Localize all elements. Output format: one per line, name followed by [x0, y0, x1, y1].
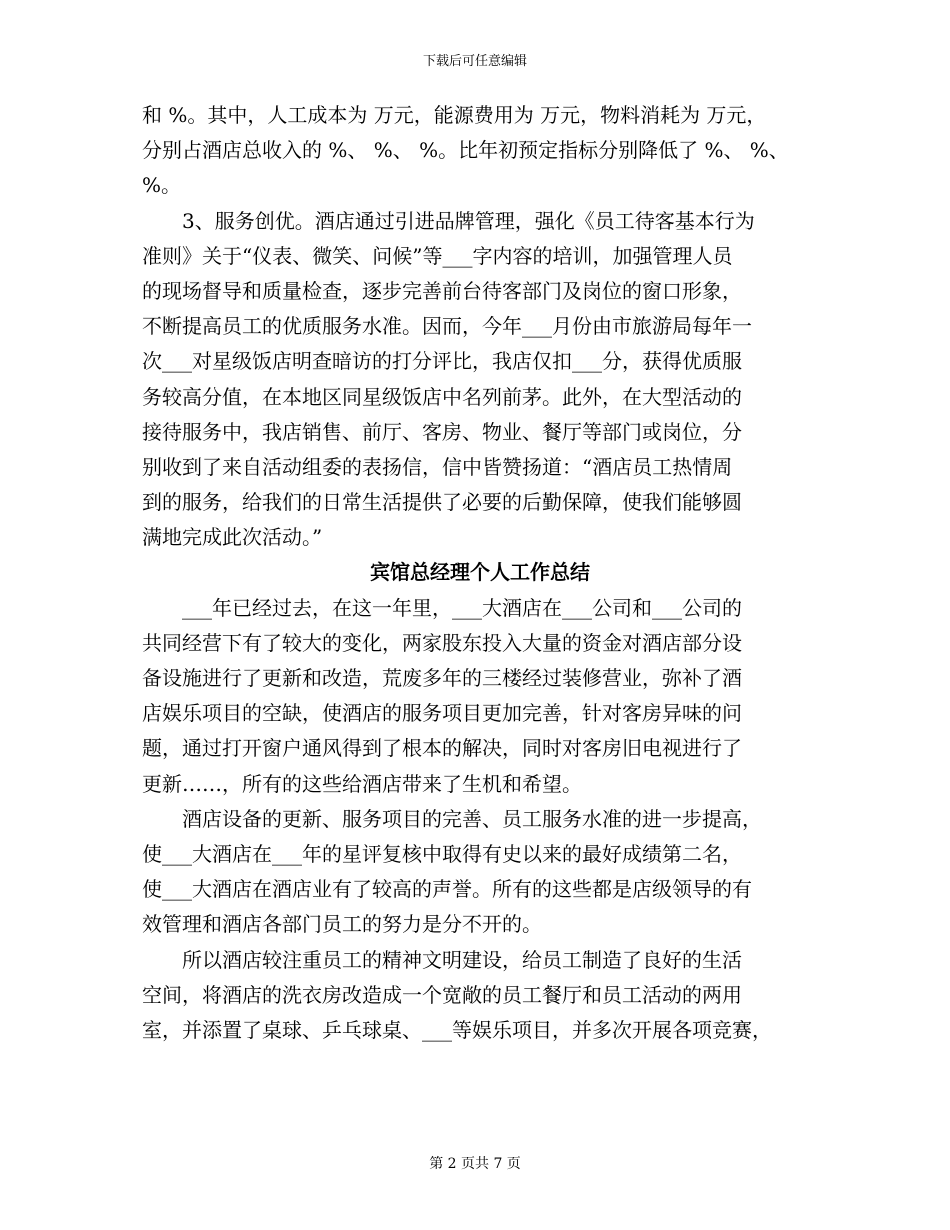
text-line: 空间，将酒店的洗衣房改造成一个宽敞的员工餐厅和员工活动的两用	[142, 982, 742, 1007]
text-line: 所以酒店较注重员工的精神文明建设，给员工制造了良好的生活	[182, 947, 742, 972]
text-line: 效管理和酒店各部门员工的努力是分不开的。	[142, 912, 542, 937]
text-line: 使___大酒店在酒店业有了较高的声誉。所有的这些都是店级领导的有	[142, 877, 752, 902]
header-note: 下载后可任意编辑	[422, 54, 527, 69]
text-line: 别收到了来自活动组委的表扬信，信中皆赞扬道：“酒店员工热情周	[142, 454, 733, 479]
text-line: ___年已经过去，在这一年里，___大酒店在___公司和___公司的	[182, 595, 742, 620]
text-line: %。	[142, 173, 182, 198]
text-line: 共同经营下有了较大的变化，两家股东投入大量的资金对酒店部分设	[142, 630, 742, 655]
text-line: 室，并添置了桌球、乒乓球桌、___等娱乐项目，并多次开展各项竞赛，	[142, 1017, 772, 1042]
text-line: 接待服务中，我店销售、前厅、客房、物业、餐厅等部门或岗位，分	[142, 419, 742, 444]
text-line: 3、服务创优。酒店通过引进品牌管理，强化《员工待客基本行为	[182, 208, 755, 233]
text-line: 酒店设备的更新、服务项目的完善、员工服务水准的进一步提高，	[182, 806, 762, 831]
text-line: 题，通过打开窗户通风得到了根本的解决，同时对客房旧电视进行了	[142, 736, 742, 761]
page-number: 第 2 页共 7 页	[429, 1156, 521, 1172]
text-line: 务较高分值，在本地区同星级饭店中名列前茅。此外，在大型活动的	[142, 384, 742, 409]
text-line: 备设施进行了更新和改造，荒废多年的三楼经过装修营业，弥补了酒	[142, 666, 742, 690]
document-body	[142, 98, 818, 1048]
text-line: 和 %。其中，人工成本为 万元，能源费用为 万元，物料消耗为 万元，	[142, 103, 767, 127]
text-line: 准则》关于“仪表、微笑、问候”等___字内容的培训，加强管理人员	[142, 243, 733, 268]
text-line: 到的服务，给我们的日常生活提供了必要的后勤保障，使我们能够圆	[142, 490, 742, 515]
text-line: 店娱乐项目的空缺，使酒店的服务项目更加完善，针对客房异味的问	[142, 701, 742, 726]
text-line: 满地完成此次活动。”	[142, 525, 323, 550]
text-line: 更新……，所有的这些给酒店带来了生机和希望。	[142, 771, 582, 796]
text-line: 使___大酒店在___年的星评复核中取得有史以来的最好成绩第二名，	[142, 841, 742, 866]
section-title: 宾馆总经理个人工作总结	[370, 560, 590, 585]
text-line: 的现场督导和质量检查，逐步完善前台待客部门及岗位的窗口形象，	[142, 278, 742, 303]
text-line: 次___对星级饭店明查暗访的打分评比，我店仅扣___分，获得优质服	[142, 349, 742, 374]
text-line: 分别占酒店总收入的 %、 %、 %。比年初预定指标分别降低了 %、 %、	[142, 138, 789, 163]
text-line: 不断提高员工的优质服务水准。因而，今年___月份由市旅游局每年一	[142, 314, 752, 339]
